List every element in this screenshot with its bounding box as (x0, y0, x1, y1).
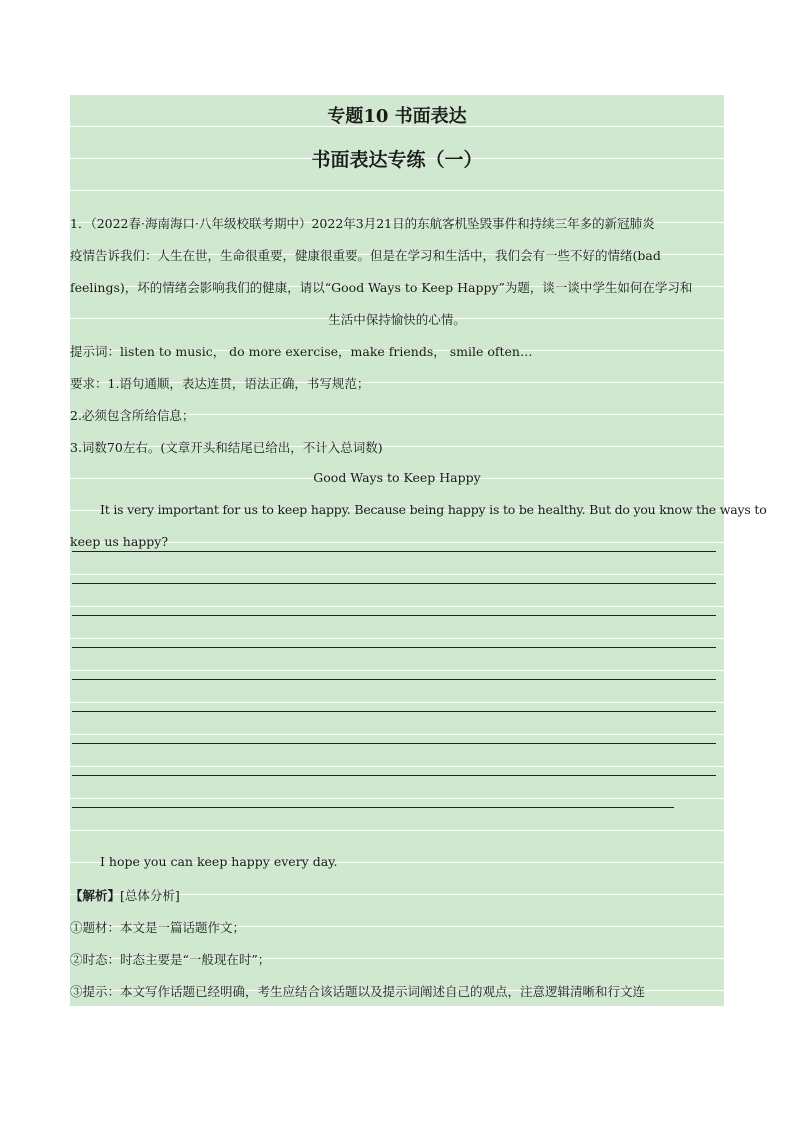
answer-blank-line[interactable] (72, 743, 716, 744)
essay-opening-line-2: keep us happy? (70, 534, 169, 549)
essay-title: Good Ways to Keep Happy (313, 470, 481, 485)
requirement-1: 要求：1.语句通顺，表达连贯，语法正确，书写规范； (70, 376, 370, 391)
analysis-item-3: ③提示：本文写作话题已经明确，考生应结合该话题以及提示词阐述自己的观点，注意逻辑清晰和行文连 (70, 984, 646, 999)
question-text-line-1: 1．（2022春·海南海口·八年级校联考期中）2022年3月21日的东航客机坠毁事件和持续三年多的新冠肺炎 (70, 216, 655, 231)
answer-blank-line[interactable] (72, 583, 716, 584)
hint-words: 提示词：listen to music， do more exercise，make friends， smile often… (70, 344, 533, 359)
answer-blank-line[interactable] (72, 551, 716, 552)
answer-blank-line[interactable] (72, 647, 716, 648)
answer-blank-line[interactable] (72, 615, 716, 616)
question-text-line-4: 生活中保持愉快的心情。 (328, 312, 466, 327)
analysis-label: 【解析】 (70, 888, 121, 903)
requirement-3: 3.词数70左右。(文章开头和结尾已给出，不计入总词数) (70, 440, 383, 455)
document-page (70, 95, 767, 1006)
answer-blank-line[interactable] (72, 807, 674, 808)
page-title: 专题10 书面表达 (327, 106, 467, 127)
essay-opening-line-1: It is very important for us to keep happy. Because being happy is to be healthy. But do you know the ways to (100, 502, 767, 517)
analysis-item-2: ②时态：时态主要是“一般现在时”； (70, 952, 271, 967)
essay-closing: I hope you can keep happy every day. (100, 854, 338, 869)
analysis-item-1: ①题材：本文是一篇话题作文； (70, 920, 246, 935)
analysis-heading (70, 886, 724, 904)
question-text-line-3: feelings)，坏的情绪会影响我们的健康，请以“Good Ways to Keep Happy”为题，谈一谈中学生如何在学习和 (70, 280, 693, 295)
answer-blank-line[interactable] (72, 775, 716, 776)
page-subtitle: 书面表达专练（一） (311, 149, 483, 171)
requirement-2: 2.必须包含所给信息； (70, 408, 195, 423)
analysis-section-title: [总体分析] (120, 888, 180, 903)
answer-blank-line[interactable] (72, 679, 716, 680)
answer-blank-line[interactable] (72, 711, 716, 712)
question-text-line-2: 疫情告诉我们：人生在世，生命很重要，健康很重要。但是在学习和生活中，我们会有一些不好的情绪(bad (70, 248, 661, 263)
